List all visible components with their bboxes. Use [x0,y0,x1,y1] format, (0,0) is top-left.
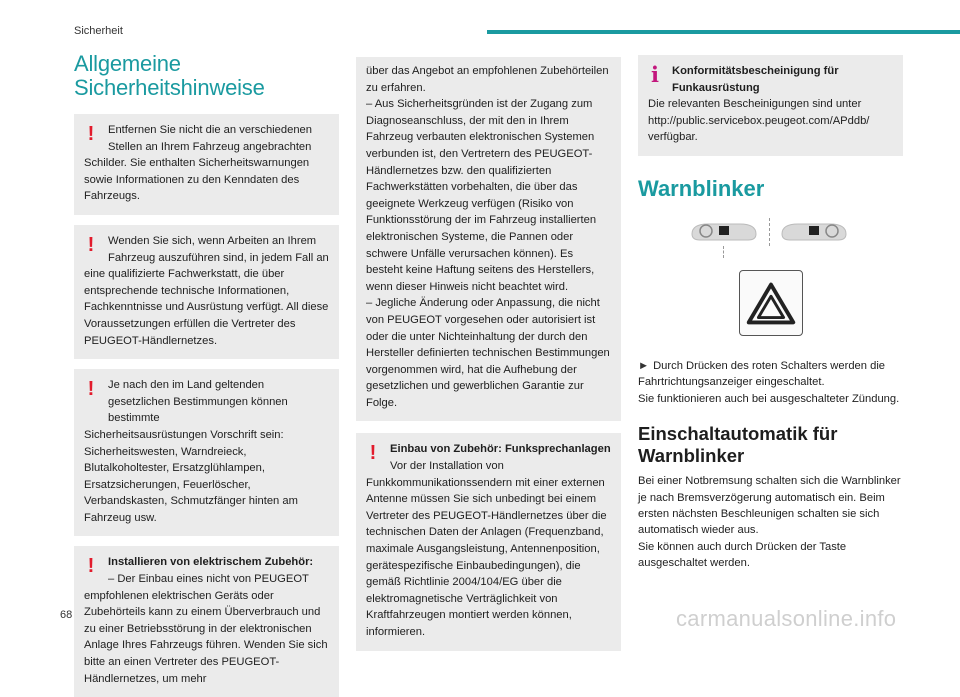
dashboard-right-icon [778,220,850,242]
warning-text-rest: Funkkommunikationssendern mit einer externen Antenne müssen Sie sich unbedingt bei einem Vertreter des PEUGEOT-Händlernetzes über die technischen Daten der Anlagen (Frequenzband, maximale Ausgangsleistung, Antennenposition, gerätespezifische Einbaubedingungen), die gemäß Richtlinie 2004/104/EG über die elektromagnetische Verträglichkeit von Kraftfahrzeugen montiert werden können, informieren. [366,476,607,638]
warning-exclamation-icon: ! [87,555,95,578]
warning-exclamation-icon: ! [87,233,95,256]
info-heading: Konformitätsbescheinigung für Funkausrüstung [672,65,839,94]
info-icon: i [651,62,659,87]
warning-box-workshop [74,225,339,359]
warning-box-equipment [74,369,339,536]
hazard-note: Sie funktionieren auch bei ausgeschalteter Zündung. [638,392,900,405]
section-label: Sicherheit [74,25,123,37]
info-text: Die relevanten Bescheinigungen sind unter http://public.servicebox.peugeot.com/APddb/ verfügbar. [648,98,870,144]
hazard-instruction-text: Durch Drücken des roten Schalters werden die Fahrtrichtungsanzeiger eingeschaltet. [638,359,886,389]
hazard-instruction [638,358,903,391]
column-general-safety [74,52,339,697]
warning-text-rest: eine qualifizierte Fachwerkstatt, die über entsprechende technische Informationen, Fachkenntnisse und Ausrüstung verfügt. All diese Voraussetzungen erfüllen die Vertreter des PEUGEOT-Händlernetzes. [84,268,329,347]
warning-text-rest: Schilder. Sie enthalten Sicherheitswarnungen sowie Informationen zu den Kenndaten des Fahrzeugs. [84,157,310,203]
triangle-right-icon: ► [638,359,650,372]
auto-hazard-text-2: Sie können auch durch Drücken der Taste ausgeschaltet werden. [638,540,847,570]
warning-exclamation-icon: ! [87,378,95,401]
warning-text-first: Wenden Sie sich, wenn Arbeiten an Ihrem Fahrzeug auszuführen sind, in jedem Fall an [108,234,329,264]
section-title-general-safety [74,52,339,100]
warning-text-first: Je nach den im Land geltenden gesetzlichen Bestimmungen können bestimmte [108,379,288,425]
warning-text-rest: Sicherheitsausrüstungen Vorschrift sein: Sicherheitswesten, Warndreieck, Blutalkoholtester, Ersatzglühlampen, Ersatzsicherungen, Feuerlöscher, Verbandskasten, Schmutzfänger hinten am Fahrzeug usw. [84,428,298,524]
subtitle-line-1: Einschaltautomatik für [638,423,838,445]
warning-text-rest: empfohlenen elektrischen Geräts oder Zubehörteils kann zu einem Überverbrauch und zu einer Betriebsstörung in der elektronischen Anlage Ihres Fahrzeugs führen. Wenden Sie sich bitte an einen Vertreter des PEUGEOT-Händlernetzes, um mehr [84,589,328,685]
continued-paragraph-2: – Aus Sicherheitsgründen ist der Zugang zum Diagnoseanschluss, der mit den in Ihrem Fahrzeug verbauten elektronischen Systemen verbunden ist, den Vertretern des PEUGEOT-Händlernetzes bzw. den qualifizierten Fachwerkstätten vorbehalten, die über das geeignete Werkzeug verfügen (Risiko von Funktionsstörung der im Fahrzeug installierten elektronischen Systeme, die Pannen oder schwere Unfälle verursachen können). Es besteht keine Haftung seitens des Herstellers, wenn dieser Hinweis nicht beachtet wird. [366,98,597,293]
column-hazard-lights [638,55,903,572]
header-rule [487,30,960,34]
auto-hazard-text-1: Bei einer Notbremsung schalten sich die Warnblinker je nach Bremsverzögerung automatisch ein. Beim ersten nächsten Beschleunigen schalten sie sich automatisch wieder aus. [638,475,901,537]
watermark-text: carmanualsonline.info [676,606,897,631]
title-line-2: Sicherheitshinweise [74,75,265,100]
info-box-conformity [638,55,903,156]
subtitle-line-2: Warnblinker [638,445,745,467]
warning-exclamation-icon: ! [369,442,377,465]
warning-box-continued [356,57,621,421]
warning-text-first: – Der Einbau eines nicht von PEUGEOT [108,573,309,586]
warning-box-radio [356,433,621,650]
leader-line [723,246,724,258]
hazard-switch-illustration [638,212,903,362]
warning-exclamation-icon: ! [87,123,95,145]
dashed-separator [769,218,770,246]
warning-text-first: Entfernen Sie nicht die an verschiedenen Stellen an Ihrem Fahrzeug angebrachten [108,124,312,153]
column-accessories [356,57,621,651]
warning-box-labels [74,114,339,215]
warning-box-electrical-accessories [74,546,339,697]
warning-heading: Installieren von elektrischem Zubehör: [108,556,314,569]
warning-heading: Einbau von Zubehör: Funksprechanlagen [390,443,611,456]
continued-paragraph-3: – Jegliche Änderung oder Anpassung, die nicht von PEUGEOT vorgesehen oder autorisiert ist oder die unter Nichteinhaltung der durch den Hersteller definierten technischen Bestimmungen vorgenommen wird, hat die Aufhebung der gesetzlichen und gewerblichen Garantie zur Folge. [366,297,610,409]
title-line-1: Allgemeine [74,51,181,76]
warning-text-first: Vor der Installation von [390,460,504,473]
section-title-auto-hazard [638,423,903,467]
page-number: 68 [60,609,73,621]
hazard-warning-triangle-icon [739,270,803,336]
dashboard-left-icon [688,220,760,242]
continued-paragraph-1: über das Angebot an empfohlenen Zubehörteilen zu erfahren. [366,65,609,94]
section-title-hazard-lights: Warnblinker [638,175,765,201]
